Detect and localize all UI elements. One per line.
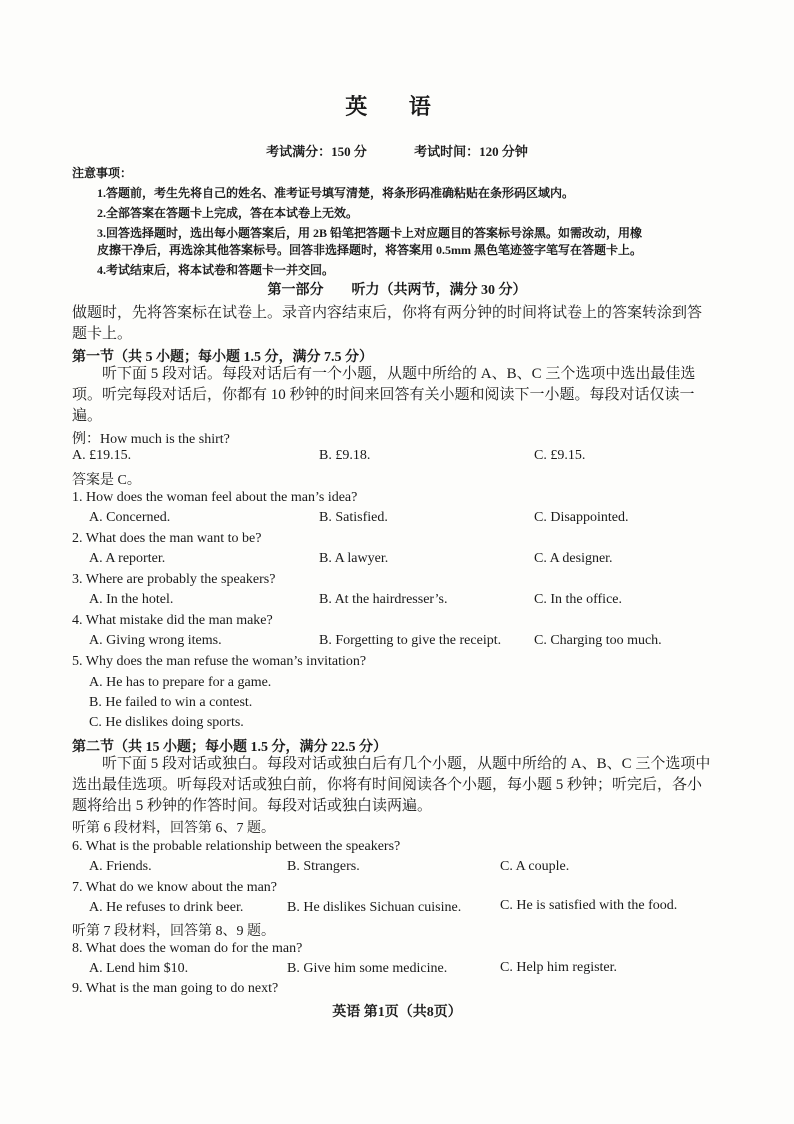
option: B. Give him some medicine. <box>287 961 448 976</box>
option: B. A lawyer. <box>319 551 389 566</box>
option: A. £19.15. <box>72 448 132 463</box>
question: 7. What do we know about the man? <box>72 880 278 895</box>
notice-heading: 注意事项： <box>72 166 133 180</box>
material-heading: 听第 6 段材料，回答第 6、7 题。 <box>72 821 275 836</box>
notice-item: 4.考试结束后，将本试卷和答题卡一并交回。 <box>97 263 335 277</box>
example-question: 例：How much is the shirt? <box>72 432 230 447</box>
page-title: 英 语 <box>345 94 449 119</box>
option: A. He has to prepare for a game. <box>89 675 272 690</box>
page-footer: 英语 第1页（共8页） <box>332 1005 462 1020</box>
material-heading: 听第 7 段材料，回答第 8、9 题。 <box>72 924 275 939</box>
option: B. He dislikes Sichuan cuisine. <box>287 900 462 915</box>
option: A. Lend him $10. <box>89 961 189 976</box>
exam-meta <box>0 141 794 160</box>
section1-heading: 第一节（共 5 小题；每小题 1.5 分，满分 7.5 分） <box>72 350 373 365</box>
option: B. Forgetting to give the receipt. <box>319 633 502 648</box>
example-answer: 答案是 C。 <box>72 473 141 488</box>
option: A. Friends. <box>89 859 152 874</box>
option: B. He failed to win a contest. <box>89 695 253 710</box>
option: C. A designer. <box>534 551 613 566</box>
question: 3. Where are probably the speakers? <box>72 572 276 587</box>
question: 5. Why does the man refuse the woman’s invitation? <box>72 654 367 669</box>
option: A. In the hotel. <box>89 592 174 607</box>
option: C. A couple. <box>500 859 570 874</box>
option: C. £9.15. <box>534 448 586 463</box>
option: C. Help him register. <box>500 960 618 975</box>
question: 4. What mistake did the man make? <box>72 613 273 628</box>
question: 6. What is the probable relationship between the speakers? <box>72 839 401 854</box>
section2-heading: 第二节（共 15 小题；每小题 1.5 分，满分 22.5 分） <box>72 740 387 755</box>
section1-instructions: 听下面 5 段对话。每段对话后有一个小题，从题中所给的 A、B、C 三个选项中选出最佳选项。听完每段对话后，你都有 10 秒钟的时间来回答有关小题和阅读下一小题。每段对话仅读一遍。 <box>72 366 696 424</box>
option: C. Charging too much. <box>534 633 662 648</box>
option: C. In the office. <box>534 592 622 607</box>
option: C. Disappointed. <box>534 510 629 525</box>
option: A. He refuses to drink beer. <box>89 900 244 915</box>
part1-heading: 第一部分 听力（共两节，满分 30 分） <box>267 283 527 298</box>
part1-intro: 做题时，先将答案标在试卷上。录音内容结束后，你将有两分钟的时间将试卷上的答案转涂到答题卡上。 <box>72 305 703 342</box>
option: C. He dislikes doing sports. <box>89 715 244 730</box>
option: A. A reporter. <box>89 551 166 566</box>
option: B. Satisfied. <box>319 510 388 525</box>
exam-time: 考试时间：120 分钟 <box>414 144 528 159</box>
section2-instructions: 听下面 5 段对话或独白。每段对话或独白后有几个小题，从题中所给的 A、B、C 三个选项中选出最佳选项。听每段对话或独白前，你将有时间阅读各个小题，每小题 5 秒钟；听完后，各小题将给出 5 秒钟的作答时间。每段对话或独白读两遍。 <box>72 756 711 814</box>
full-score: 考试满分：150 分 <box>266 144 367 159</box>
question: 1. How does the woman feel about the man’s idea? <box>72 490 358 505</box>
notice-item: 皮擦干净后，再选涂其他答案标号。回答非选择题时，将答案用 0.5mm 黑色笔迹签字笔写在答题卡上。 <box>97 243 642 257</box>
option: B. £9.18. <box>319 448 371 463</box>
notice-item: 1.答题前，考生先将自己的姓名、准考证号填写清楚，将条形码准确粘贴在条形码区域内。 <box>97 186 575 200</box>
option: B. Strangers. <box>287 859 360 874</box>
option: A. Giving wrong items. <box>89 633 222 648</box>
option: A. Concerned. <box>89 510 171 525</box>
question: 9. What is the man going to do next? <box>72 981 279 996</box>
notice-item: 3.回答选择题时，选出每小题答案后，用 2B 铅笔把答题卡上对应题目的答案标号涂黑。如需改动，用橡 <box>97 226 643 240</box>
notice-item: 2.全部答案在答题卡上完成，答在本试卷上无效。 <box>97 206 359 220</box>
option: C. He is satisfied with the food. <box>500 898 678 913</box>
question: 2. What does the man want to be? <box>72 531 262 546</box>
question: 8. What does the woman do for the man? <box>72 941 303 956</box>
option: B. At the hairdresser’s. <box>319 592 448 607</box>
